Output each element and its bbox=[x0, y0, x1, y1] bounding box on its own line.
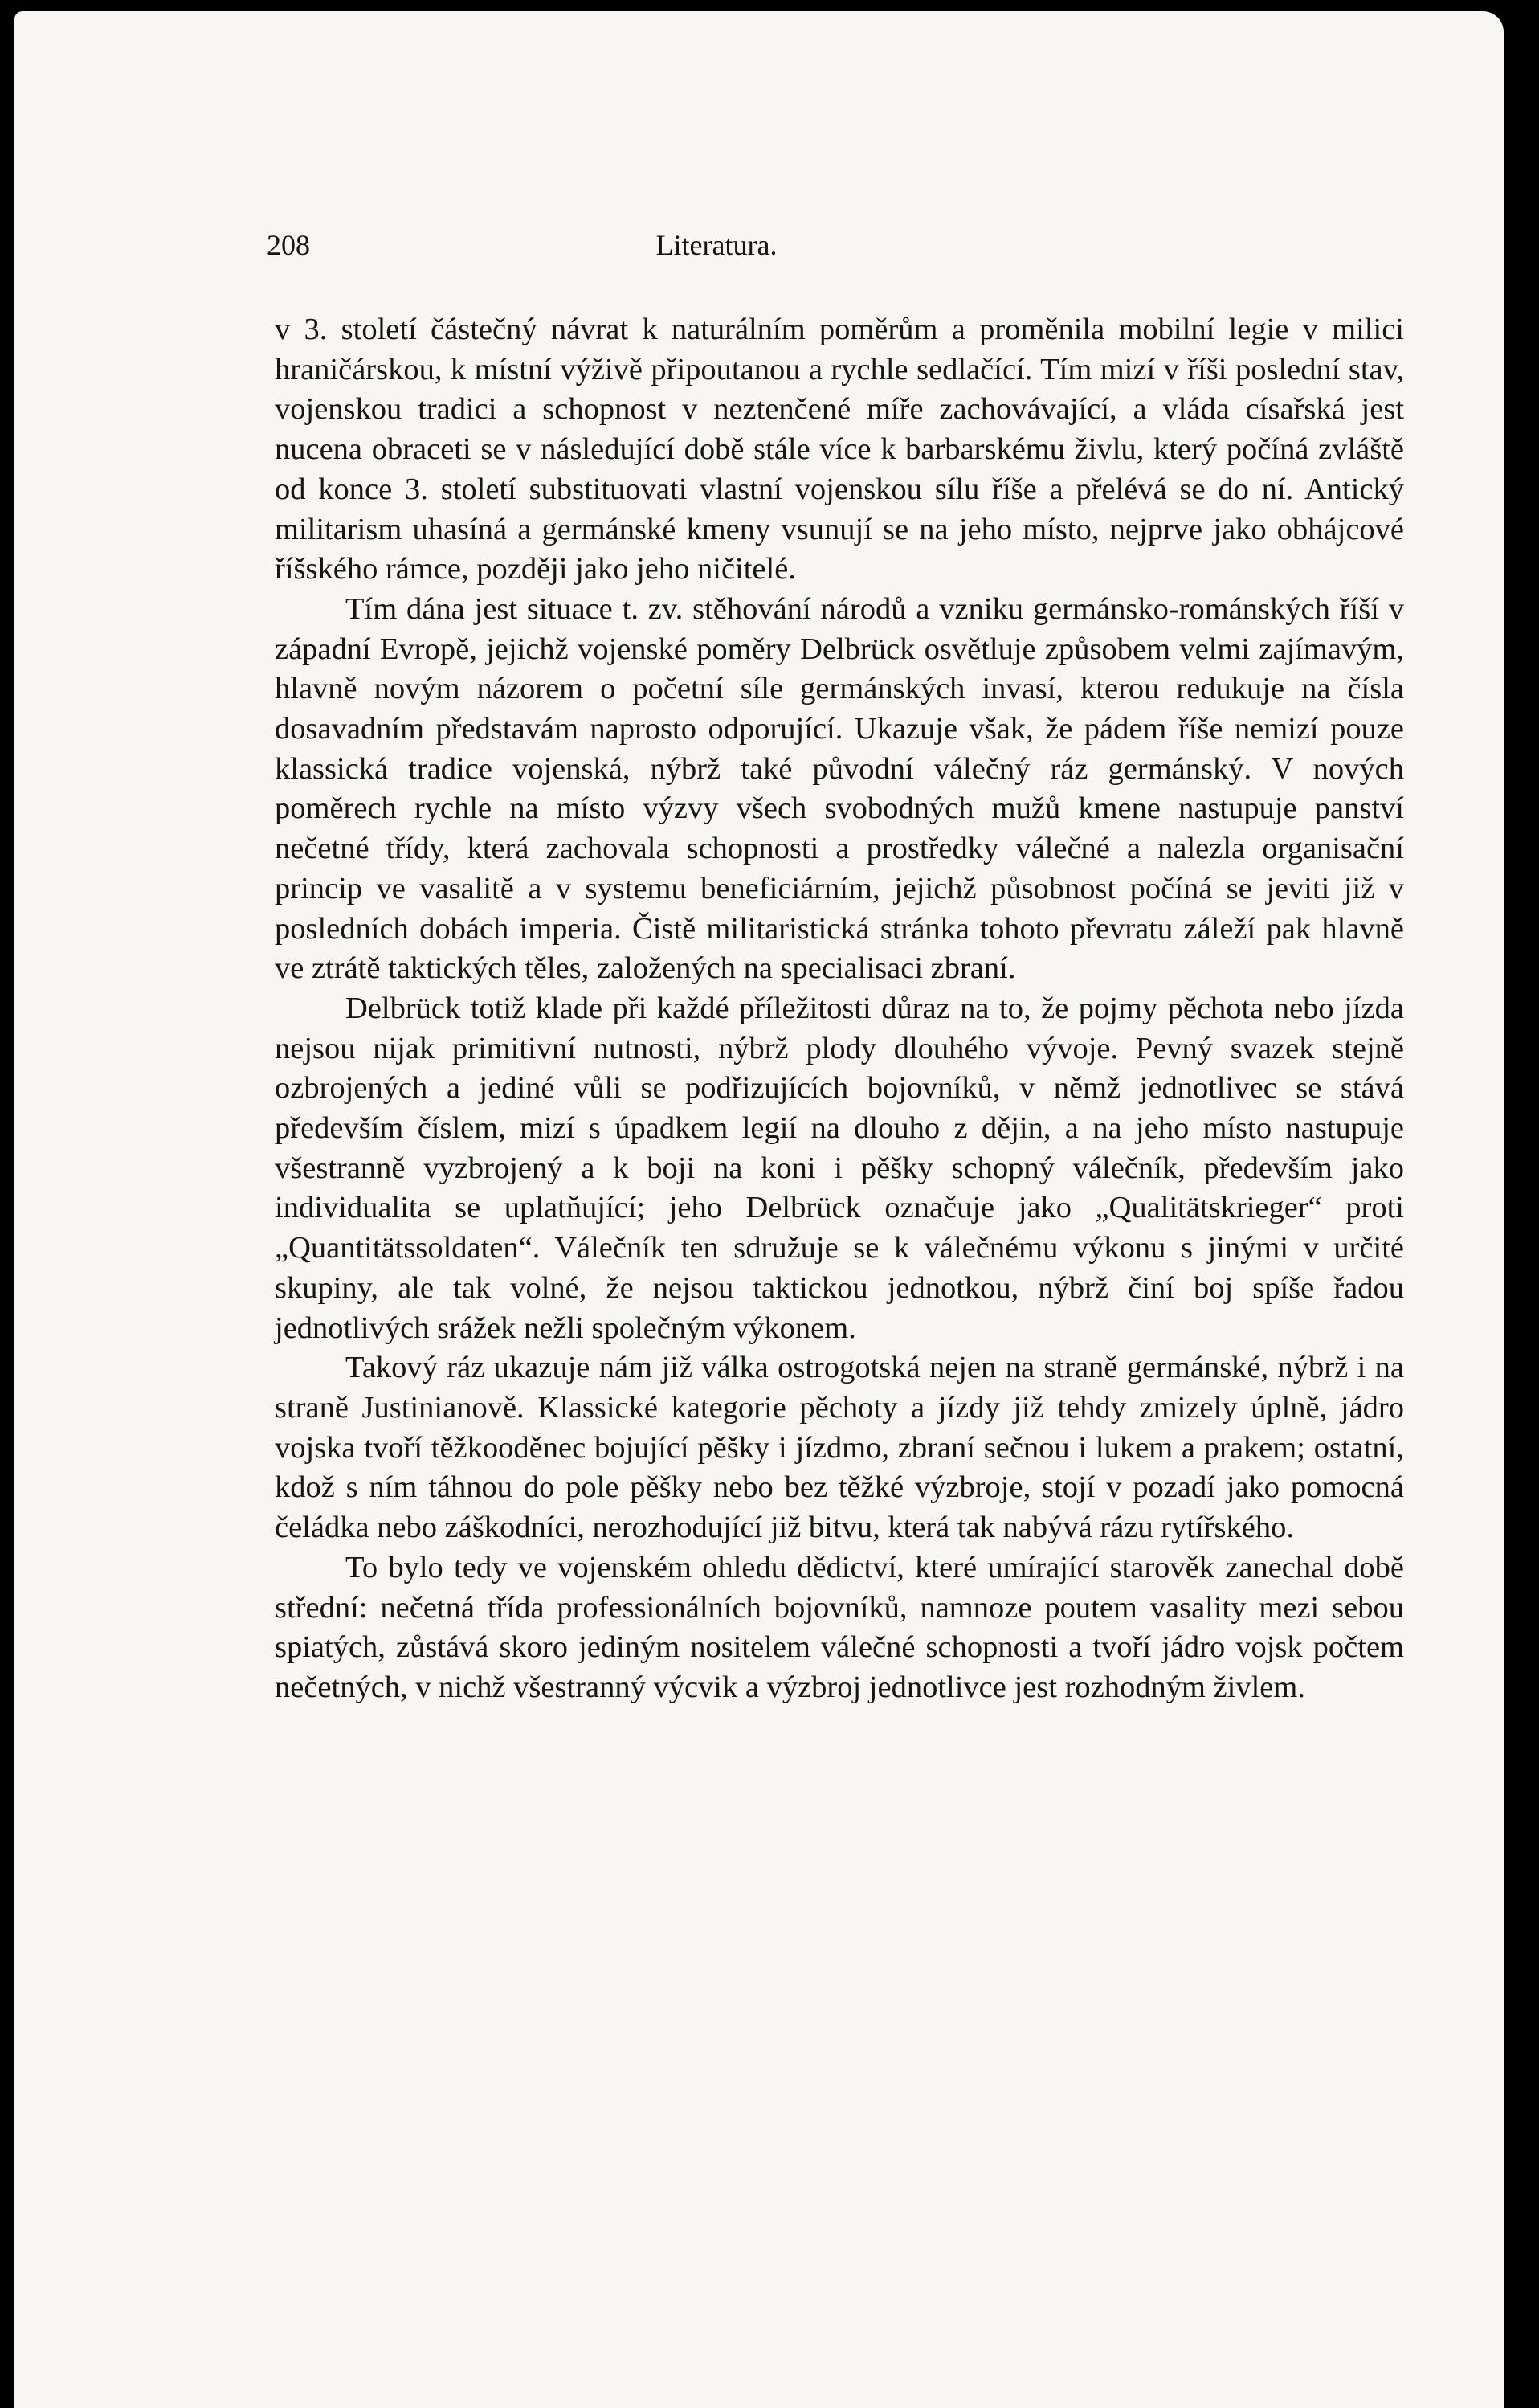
page-number: 208 bbox=[267, 229, 310, 261]
body-text bbox=[275, 310, 1404, 1708]
running-title: Literatura. bbox=[655, 229, 778, 261]
paragraph: Takový ráz ukazuje nám již válka ostrogotská nejen na straně germánské, nýbrž i na straně Justinianově. Klassické kategorie pěchoty a jízdy již tehdy zmizely úplně, jádro vojska tvoří těžkooděnec bojující pěšky i jízdmo, zbraní sečnou i lukem a prakem; ostatní, kdož s ním táhnou do pole pěšky nebo bez těžké výzbroje, stojí v pozadí jako pomocná čeládka nebo záškodníci, nerozhodující již bitvu, která tak nabývá rázu rytířského. bbox=[275, 1351, 1404, 1545]
paragraph: To bylo tedy ve vojenském ohledu dědictví, které umírající starověk zanechal době střední: nečetná třída professionálních bojovníků, namnoze poutem vasality mezi sebou spiatých, zůstává skoro jediným nositelem válečné schopnosti a tvoří jádro vojsk počtem nečetných, v nichž všestranný výcvik a výzbroj jednotlivce jest rozhodným živlem. bbox=[275, 1550, 1404, 1704]
paragraph: Tím dána jest situace t. zv. stěhování národů a vzniku germánsko-románských říší v západní Evropě, jejichž vojenské poměry Delbrück osvětluje způsobem velmi zajímavým, hlavně novým názorem o početní síle germánských invasí, kterou redukuje na čísla dosavadním představám naprosto odporující. Ukazuje však, že pádem říše nemizí pouze klassická tradice vojenská, nýbrž také původní válečný ráz germánský. V nových poměrech rychle na místo výzvy všech svobodných mužů kmene nastupuje panství nečetné třídy, která zachovala schopnosti a prostředky válečné a nalezla organisační princip ve vasalitě a v systemu beneficiárním, jejichž působnost počíná se jeviti již v posledních dobách imperia. Čistě militaristická stránka tohoto převratu záleží pak hlavně ve ztrátě taktických těles, založených na specialisaci zbraní. bbox=[275, 591, 1404, 986]
paragraph: Delbrück totiž klade při každé příležitosti důraz na to, že pojmy pěchota nebo jízda nejsou nijak primitivní nutnosti, nýbrž plody dlouhého vývoje. Pevný svazek stejně ozbrojených a jediné vůli se podřizujících bojovníků, v němž jednotlivec se stává především číslem, mizí s úpadkem legií na dlouho z dějin, a na jeho místo nastupuje všestranně vyzbrojený a k boji na koni i pěšky schopný válečník, především jako individualita se uplatňující; jeho Delbrück označuje jako „Qualitätskrieger“ proti „Quantitätssoldaten“. Válečník ten sdružuje se k válečnému výkonu s jinými v určité skupiny, ale tak volné, že nejsou taktickou jednotkou, nýbrž činí boj spíše řadou jednotlivých srážek nežli společným výkonem. bbox=[275, 991, 1404, 1345]
paragraph: v 3. století částečný návrat k naturálním poměrům a proměnila mobilní legie v milici hraničárskou, k místní výživě připoutanou a rychle sedlačící. Tím mizí v říši poslední stav, vojenskou tradici a schopnost v neztenčené míře zachovávající, a vláda císařská jest nucena obraceti se v následující době stále více k barbarskému živlu, který počíná zvláště od konce 3. století substituovati vlastní vojenskou sílu říše a přelévá se do ní. Antický militarism uhasíná a germánské kmeny vsunují se na jeho místo, nejprve jako obhájcové říšského rámce, později jako jeho ničitelé. bbox=[275, 313, 1404, 587]
book-page bbox=[14, 11, 1504, 2408]
